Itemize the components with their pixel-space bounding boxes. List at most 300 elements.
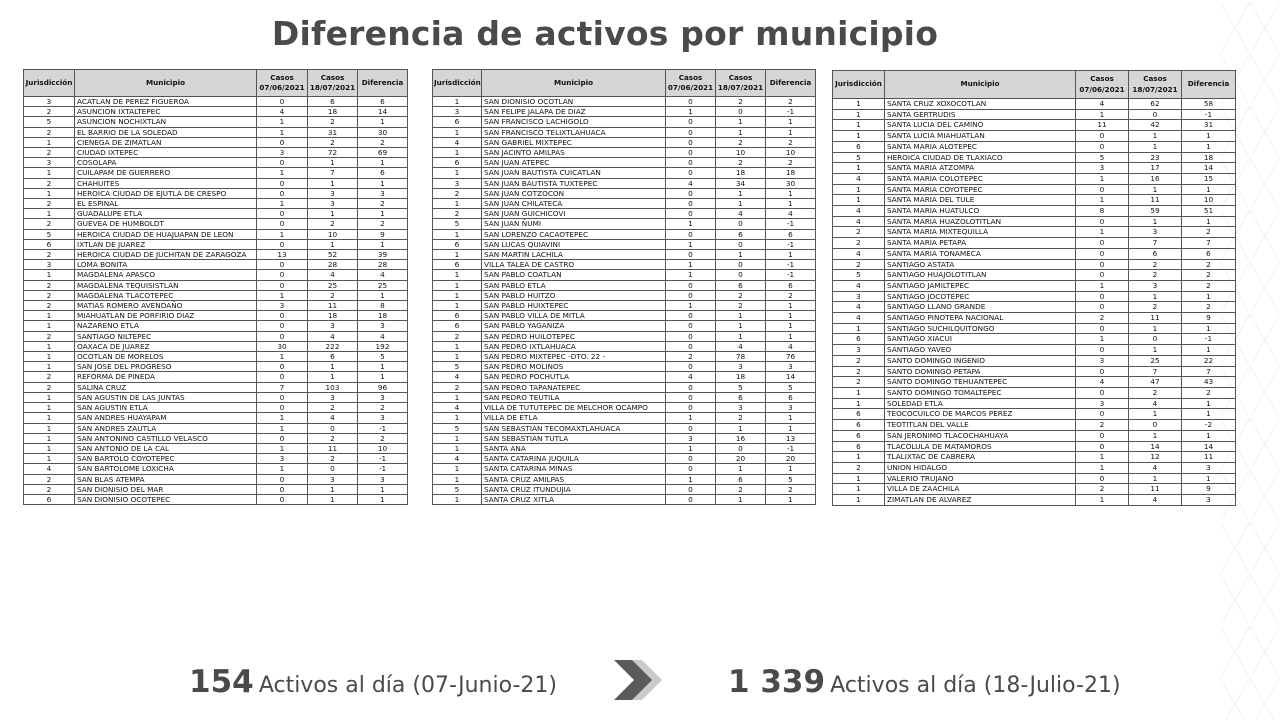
cell-diferencia: 3 [358, 413, 408, 423]
cell-casos-1: 0 [1076, 441, 1129, 452]
cell-casos-2: 1 [716, 494, 766, 504]
table-row [24, 443, 408, 453]
cell-diferencia: 5 [766, 382, 816, 392]
cell-diferencia: 2 [358, 219, 408, 229]
cell-municipio: SAN PEDRO TEUTILA [482, 392, 666, 402]
cell-diferencia: 3 [358, 321, 408, 331]
cell-casos-2: 3 [1129, 227, 1182, 238]
table-row [433, 239, 816, 249]
cell-jurisdiccion: 1 [833, 473, 885, 484]
cell-jurisdiccion: 1 [24, 413, 75, 423]
page-title: Diferencia de activos por municipio [271, 14, 939, 53]
table-row [833, 173, 1236, 184]
cell-jurisdiccion: 6 [433, 311, 482, 321]
table-row [24, 413, 408, 423]
cell-jurisdiccion: 5 [24, 229, 75, 239]
table-row [833, 291, 1236, 302]
cell-municipio: SALINA CRUZ [75, 382, 257, 392]
cell-casos-2: 1 [308, 158, 358, 168]
cell-diferencia: 9 [358, 229, 408, 239]
cell-casos-1: 0 [1076, 248, 1129, 259]
cell-casos-2: 1 [716, 250, 766, 260]
cell-municipio: VILLA DE TUTUTEPEC DE MELCHOR OCAMPO [482, 403, 666, 413]
table-row [433, 290, 816, 300]
cell-municipio: SANTA CATARINA JUQUILA [482, 454, 666, 464]
cell-casos-1: 1 [1076, 452, 1129, 463]
cell-diferencia: 39 [358, 250, 408, 260]
cell-diferencia: 4 [766, 209, 816, 219]
cell-jurisdiccion: 2 [24, 280, 75, 290]
table-row [433, 158, 816, 168]
cell-jurisdiccion: 1 [24, 321, 75, 331]
cell-casos-1: 0 [666, 484, 716, 494]
cell-casos-1: 0 [257, 403, 308, 413]
cell-diferencia: 6 [358, 97, 408, 107]
cell-municipio: SAN JUAN BAUTISTA CUICATLAN [482, 168, 666, 178]
cell-jurisdiccion: 2 [24, 219, 75, 229]
table-row [433, 137, 816, 147]
table-row [433, 219, 816, 229]
cell-municipio: SANTO DOMINGO TEHUANTEPEC [885, 377, 1076, 388]
cell-jurisdiccion: 1 [833, 452, 885, 463]
cell-casos-2: 0 [1129, 420, 1182, 431]
cell-jurisdiccion: 2 [24, 148, 75, 158]
cell-casos-2: 1 [716, 188, 766, 198]
cell-municipio: SANTA MARIA COYOTEPEC [885, 184, 1076, 195]
cell-municipio: MAGDALENA APASCO [75, 270, 257, 280]
cell-diferencia: 1 [1182, 184, 1236, 195]
cell-municipio: SANTA MARIA MIXTEQUILLA [885, 227, 1076, 238]
cell-casos-2: 4 [716, 209, 766, 219]
cell-casos-1: 7 [257, 382, 308, 392]
cell-casos-2: 1 [308, 484, 358, 494]
cell-casos-1: 0 [666, 403, 716, 413]
cell-casos-1: 3 [666, 433, 716, 443]
cell-casos-1: 0 [666, 464, 716, 474]
table-row [433, 107, 816, 117]
cell-casos-1: 2 [1076, 313, 1129, 324]
cell-diferencia: 1 [358, 239, 408, 249]
cell-municipio: SAN FRANCISCO TELIXTLAHUACA [482, 127, 666, 137]
cell-diferencia: 1 [1182, 430, 1236, 441]
cell-casos-1: 1 [257, 168, 308, 178]
cell-municipio: SANTIAGO SUCHILQUITONGO [885, 323, 1076, 334]
cell-casos-1: 0 [666, 382, 716, 392]
cell-jurisdiccion: 1 [833, 398, 885, 409]
cell-casos-2: 0 [716, 107, 766, 117]
cell-casos-2: 1 [1129, 473, 1182, 484]
cell-casos-2: 11 [308, 301, 358, 311]
cell-casos-2: 1 [308, 178, 358, 188]
cell-jurisdiccion: 1 [433, 148, 482, 158]
cell-casos-2: 1 [308, 209, 358, 219]
cell-casos-2: 34 [716, 178, 766, 188]
table-row [433, 341, 816, 351]
cell-municipio: SAN GABRIEL MIXTEPEC [482, 137, 666, 147]
table-row [24, 239, 408, 249]
cell-jurisdiccion: 2 [433, 382, 482, 392]
cell-diferencia: -1 [358, 464, 408, 474]
cell-jurisdiccion: 2 [833, 462, 885, 473]
cell-jurisdiccion: 1 [433, 443, 482, 453]
cell-casos-2: 47 [1129, 377, 1182, 388]
cell-diferencia: 2 [766, 137, 816, 147]
cell-municipio: TLACOLULA DE MATAMOROS [885, 441, 1076, 452]
table-row [24, 199, 408, 209]
cell-casos-2: 2 [1129, 270, 1182, 281]
cell-municipio: SAN JUAN COTZOCON [482, 188, 666, 198]
cell-casos-2: 23 [1129, 152, 1182, 163]
cell-casos-2: 1 [716, 117, 766, 127]
cell-casos-1: 1 [257, 127, 308, 137]
table-row [833, 152, 1236, 163]
cell-casos-1: 0 [1076, 184, 1129, 195]
cell-casos-2: 11 [1129, 313, 1182, 324]
cell-jurisdiccion: 6 [433, 117, 482, 127]
header-casos-2: Casos 18/07/2021 [308, 70, 358, 97]
cell-diferencia: 1 [1182, 291, 1236, 302]
cell-casos-1: 0 [666, 148, 716, 158]
cell-diferencia: 18 [766, 168, 816, 178]
cell-casos-1: 0 [257, 372, 308, 382]
cell-diferencia: 3 [358, 188, 408, 198]
cell-casos-2: 78 [716, 352, 766, 362]
table-row [433, 484, 816, 494]
cell-municipio: OCOTLAN DE MORELOS [75, 352, 257, 362]
cell-jurisdiccion: 4 [433, 403, 482, 413]
table-row [24, 382, 408, 392]
cell-jurisdiccion: 2 [833, 355, 885, 366]
cell-jurisdiccion: 5 [433, 362, 482, 372]
cell-casos-2: 2 [308, 137, 358, 147]
cell-jurisdiccion: 5 [833, 152, 885, 163]
cell-municipio: SAN PABLO HUIXTEPEC [482, 301, 666, 311]
cell-casos-1: 0 [257, 260, 308, 270]
cell-casos-2: 0 [716, 443, 766, 453]
cell-diferencia: 7 [1182, 366, 1236, 377]
cell-jurisdiccion: 1 [833, 99, 885, 110]
cell-casos-2: 0 [716, 260, 766, 270]
cell-jurisdiccion: 1 [833, 484, 885, 495]
cell-casos-2: 3 [308, 321, 358, 331]
cell-diferencia: 1 [766, 423, 816, 433]
header-jurisdiccion: Jurisdicción [833, 71, 885, 99]
cell-casos-2: 16 [1129, 173, 1182, 184]
cell-jurisdiccion: 4 [833, 173, 885, 184]
cell-municipio: SAN AGUSTIN ETLA [75, 403, 257, 413]
cell-municipio: GUADALUPE ETLA [75, 209, 257, 219]
cell-diferencia: 2 [1182, 270, 1236, 281]
cell-casos-2: 1 [1129, 184, 1182, 195]
cell-casos-2: 0 [308, 423, 358, 433]
cell-casos-1: 0 [666, 158, 716, 168]
cell-casos-1: 1 [666, 107, 716, 117]
cell-diferencia: 76 [766, 352, 816, 362]
cell-municipio: SANTIAGO JAMILTEPEC [885, 280, 1076, 291]
cell-diferencia: 14 [766, 372, 816, 382]
cell-municipio: VILLA TALEA DE CASTRO [482, 260, 666, 270]
footer-right-summary [728, 664, 1121, 700]
table-row [833, 334, 1236, 345]
cell-municipio: SAN PABLO VILLA DE MITLA [482, 311, 666, 321]
table-row [24, 454, 408, 464]
cell-municipio: SANTIAGO YAVEO [885, 345, 1076, 356]
table-row [433, 362, 816, 372]
table-row [24, 280, 408, 290]
table-row [433, 280, 816, 290]
cell-jurisdiccion: 1 [24, 403, 75, 413]
cell-casos-2: 2 [716, 413, 766, 423]
cell-casos-2: 3 [1129, 280, 1182, 291]
cell-jurisdiccion: 2 [24, 331, 75, 341]
cell-municipio: MAGDALENA TLACOTEPEC [75, 290, 257, 300]
cell-casos-1: 0 [666, 117, 716, 127]
table-row [833, 216, 1236, 227]
cell-municipio: TEOCOCUILCO DE MARCOS PEREZ [885, 409, 1076, 420]
cell-casos-1: 0 [1076, 473, 1129, 484]
cell-jurisdiccion: 4 [833, 248, 885, 259]
cell-municipio: UNION HIDALGO [885, 462, 1076, 473]
cell-diferencia: 69 [358, 148, 408, 158]
cell-casos-2: 2 [308, 219, 358, 229]
table-row [433, 443, 816, 453]
table-row [24, 362, 408, 372]
table-row [24, 107, 408, 117]
cell-casos-1: 0 [1076, 323, 1129, 334]
cell-municipio: SAN PEDRO IXTLAHUACA [482, 341, 666, 351]
cell-diferencia: 15 [1182, 173, 1236, 184]
cell-diferencia: 4 [358, 331, 408, 341]
cell-jurisdiccion: 2 [833, 259, 885, 270]
cell-municipio: HEROICA CIUDAD DE TLAXIACO [885, 152, 1076, 163]
cell-diferencia: -1 [766, 239, 816, 249]
cell-diferencia: 1 [766, 199, 816, 209]
cell-casos-1: 0 [1076, 345, 1129, 356]
table-row [833, 345, 1236, 356]
cell-jurisdiccion: 1 [433, 301, 482, 311]
cell-casos-1: 5 [1076, 152, 1129, 163]
cell-municipio: SANTIAGO LLANO GRANDE [885, 302, 1076, 313]
cell-jurisdiccion: 2 [24, 301, 75, 311]
cell-casos-2: 25 [308, 280, 358, 290]
cell-municipio: SAN SEBASTIAN TUTLA [482, 433, 666, 443]
cell-jurisdiccion: 2 [433, 331, 482, 341]
cell-casos-1: 1 [666, 301, 716, 311]
cell-casos-1: 2 [1076, 484, 1129, 495]
table-row [24, 290, 408, 300]
cell-casos-2: 2 [716, 158, 766, 168]
cell-diferencia: 2 [1182, 302, 1236, 313]
cell-jurisdiccion: 4 [833, 216, 885, 227]
table-row [833, 206, 1236, 217]
cell-casos-1: 0 [257, 280, 308, 290]
cell-casos-2: 72 [308, 148, 358, 158]
municipio-table-2 [432, 69, 816, 505]
header-diferencia: Diferencia [358, 70, 408, 97]
cell-diferencia: 4 [358, 270, 408, 280]
cell-casos-1: 1 [1076, 109, 1129, 120]
cell-diferencia: 1 [1182, 216, 1236, 227]
cell-municipio: SANTA LUCIA DEL CAMINO [885, 120, 1076, 131]
cell-casos-1: 0 [666, 127, 716, 137]
cell-casos-1: 0 [1076, 259, 1129, 270]
cell-diferencia: 3 [358, 474, 408, 484]
cell-casos-1: 0 [257, 311, 308, 321]
cell-jurisdiccion: 1 [433, 352, 482, 362]
cell-casos-2: 6 [716, 229, 766, 239]
cell-jurisdiccion: 1 [433, 433, 482, 443]
cell-casos-1: 0 [666, 454, 716, 464]
cell-casos-1: 0 [1076, 409, 1129, 420]
cell-municipio: SAN JOSE DEL PROGRESO [75, 362, 257, 372]
cell-municipio: LOMA BONITA [75, 260, 257, 270]
table-row [433, 229, 816, 239]
cell-casos-1: 30 [257, 341, 308, 351]
cell-jurisdiccion: 1 [24, 392, 75, 402]
cell-diferencia: -2 [1182, 420, 1236, 431]
cell-municipio: IXTLAN DE JUAREZ [75, 239, 257, 249]
cell-casos-2: 3 [716, 362, 766, 372]
table-row [433, 301, 816, 311]
cell-jurisdiccion: 1 [433, 199, 482, 209]
cell-diferencia: 1 [1182, 398, 1236, 409]
cell-casos-1: 1 [1076, 173, 1129, 184]
cell-jurisdiccion: 1 [24, 168, 75, 178]
cell-municipio: SAN PABLO COATLAN [482, 270, 666, 280]
cell-casos-1: 4 [1076, 377, 1129, 388]
cell-diferencia: 6 [358, 168, 408, 178]
cell-municipio: SAN FELIPE JALAPA DE DIAZ [482, 107, 666, 117]
cell-casos-1: 0 [666, 321, 716, 331]
cell-casos-2: 2 [1129, 259, 1182, 270]
cell-jurisdiccion: 5 [433, 484, 482, 494]
cell-diferencia: 2 [1182, 259, 1236, 270]
cell-casos-1: 0 [666, 280, 716, 290]
cell-municipio: EL ESPINAL [75, 199, 257, 209]
cell-municipio: SAN PABLO ETLA [482, 280, 666, 290]
cell-municipio: SAN LUCAS QUIAVINI [482, 239, 666, 249]
table-row [24, 423, 408, 433]
cell-jurisdiccion: 2 [24, 199, 75, 209]
cell-casos-2: 2 [716, 97, 766, 107]
cell-jurisdiccion: 3 [433, 178, 482, 188]
cell-jurisdiccion: 3 [24, 97, 75, 107]
cell-municipio: SAN PEDRO POCHUTLA [482, 372, 666, 382]
cell-municipio: SAN PEDRO TAPANATEPEC [482, 382, 666, 392]
table-row [24, 484, 408, 494]
cell-casos-2: 17 [1129, 163, 1182, 174]
cell-municipio: SAN JUAN BAUTISTA TUXTEPEC [482, 178, 666, 188]
cell-casos-2: 1 [1129, 409, 1182, 420]
table-row [833, 441, 1236, 452]
cell-diferencia: -1 [358, 423, 408, 433]
cell-casos-1: 3 [257, 454, 308, 464]
table-row [433, 423, 816, 433]
cell-jurisdiccion: 1 [24, 362, 75, 372]
cell-diferencia: 3 [766, 362, 816, 372]
table-row [433, 454, 816, 464]
table-row [833, 302, 1236, 313]
cell-diferencia: 2 [1182, 387, 1236, 398]
cell-jurisdiccion: 5 [433, 219, 482, 229]
cell-municipio: SAN ANDRES ZAUTLA [75, 423, 257, 433]
cell-diferencia: -1 [766, 443, 816, 453]
cell-diferencia: 1 [766, 301, 816, 311]
header-diferencia: Diferencia [766, 70, 816, 97]
cell-jurisdiccion: 4 [24, 464, 75, 474]
cell-diferencia: 192 [358, 341, 408, 351]
cell-casos-1: 13 [257, 250, 308, 260]
cell-municipio: SAN BARTOLOME LOXICHA [75, 464, 257, 474]
cell-jurisdiccion: 1 [833, 109, 885, 120]
footer-left-summary [189, 664, 557, 700]
cell-diferencia: 1 [1182, 131, 1236, 142]
cell-diferencia: 2 [1182, 280, 1236, 291]
cell-casos-2: 0 [716, 239, 766, 249]
cell-casos-2: 14 [1129, 441, 1182, 452]
cell-casos-1: 1 [1076, 462, 1129, 473]
cell-diferencia: 1 [766, 117, 816, 127]
municipio-table-3 [832, 70, 1236, 506]
cell-casos-1: 0 [666, 168, 716, 178]
cell-municipio: SANTA MARIA PETAPA [885, 238, 1076, 249]
cell-diferencia: 30 [358, 127, 408, 137]
cell-diferencia: 1 [766, 464, 816, 474]
cell-jurisdiccion: 5 [433, 423, 482, 433]
cell-casos-1: 0 [666, 392, 716, 402]
cell-municipio: HEROICA CIUDAD DE HUAJUAPAN DE LEON [75, 229, 257, 239]
cell-casos-1: 0 [1076, 387, 1129, 398]
cell-municipio: MIAHUATLAN DE PORFIRIO DIAZ [75, 311, 257, 321]
cell-municipio: SAN BLAS ATEMPA [75, 474, 257, 484]
cell-casos-1: 0 [257, 392, 308, 402]
cell-casos-1: 1 [257, 413, 308, 423]
cell-jurisdiccion: 1 [833, 163, 885, 174]
cell-jurisdiccion: 1 [433, 474, 482, 484]
cell-diferencia: -1 [1182, 109, 1236, 120]
cell-diferencia: 1 [358, 209, 408, 219]
cell-casos-1: 0 [257, 484, 308, 494]
cell-casos-1: 0 [257, 239, 308, 249]
cell-municipio: SAN JERONIMO TLACOCHAHUAYA [885, 430, 1076, 441]
active-label-july: Activos al día (18-Julio-21) [830, 673, 1121, 698]
cell-jurisdiccion: 2 [24, 382, 75, 392]
table-row [24, 403, 408, 413]
cell-casos-2: 2 [716, 137, 766, 147]
cell-casos-2: 1 [1129, 216, 1182, 227]
cell-casos-2: 222 [308, 341, 358, 351]
cell-casos-2: 4 [308, 413, 358, 423]
cell-diferencia: 20 [766, 454, 816, 464]
cell-jurisdiccion: 1 [433, 280, 482, 290]
cell-diferencia: 10 [1182, 195, 1236, 206]
table-row [24, 494, 408, 504]
table-row [24, 219, 408, 229]
cell-jurisdiccion: 1 [833, 495, 885, 506]
cell-casos-2: 1 [716, 423, 766, 433]
cell-casos-2: 0 [308, 464, 358, 474]
cell-casos-2: 2 [716, 484, 766, 494]
cell-casos-2: 5 [716, 382, 766, 392]
cell-casos-1: 0 [1076, 141, 1129, 152]
cell-municipio: SANTO DOMINGO TOMALTEPEC [885, 387, 1076, 398]
table-row [833, 323, 1236, 334]
cell-municipio: SAN PEDRO MIXTEPEC -DTO. 22 - [482, 352, 666, 362]
cell-diferencia: 43 [1182, 377, 1236, 388]
cell-municipio: SAN ANDRES HUAYAPAM [75, 413, 257, 423]
cell-casos-1: 0 [1076, 291, 1129, 302]
cell-diferencia: 10 [766, 148, 816, 158]
